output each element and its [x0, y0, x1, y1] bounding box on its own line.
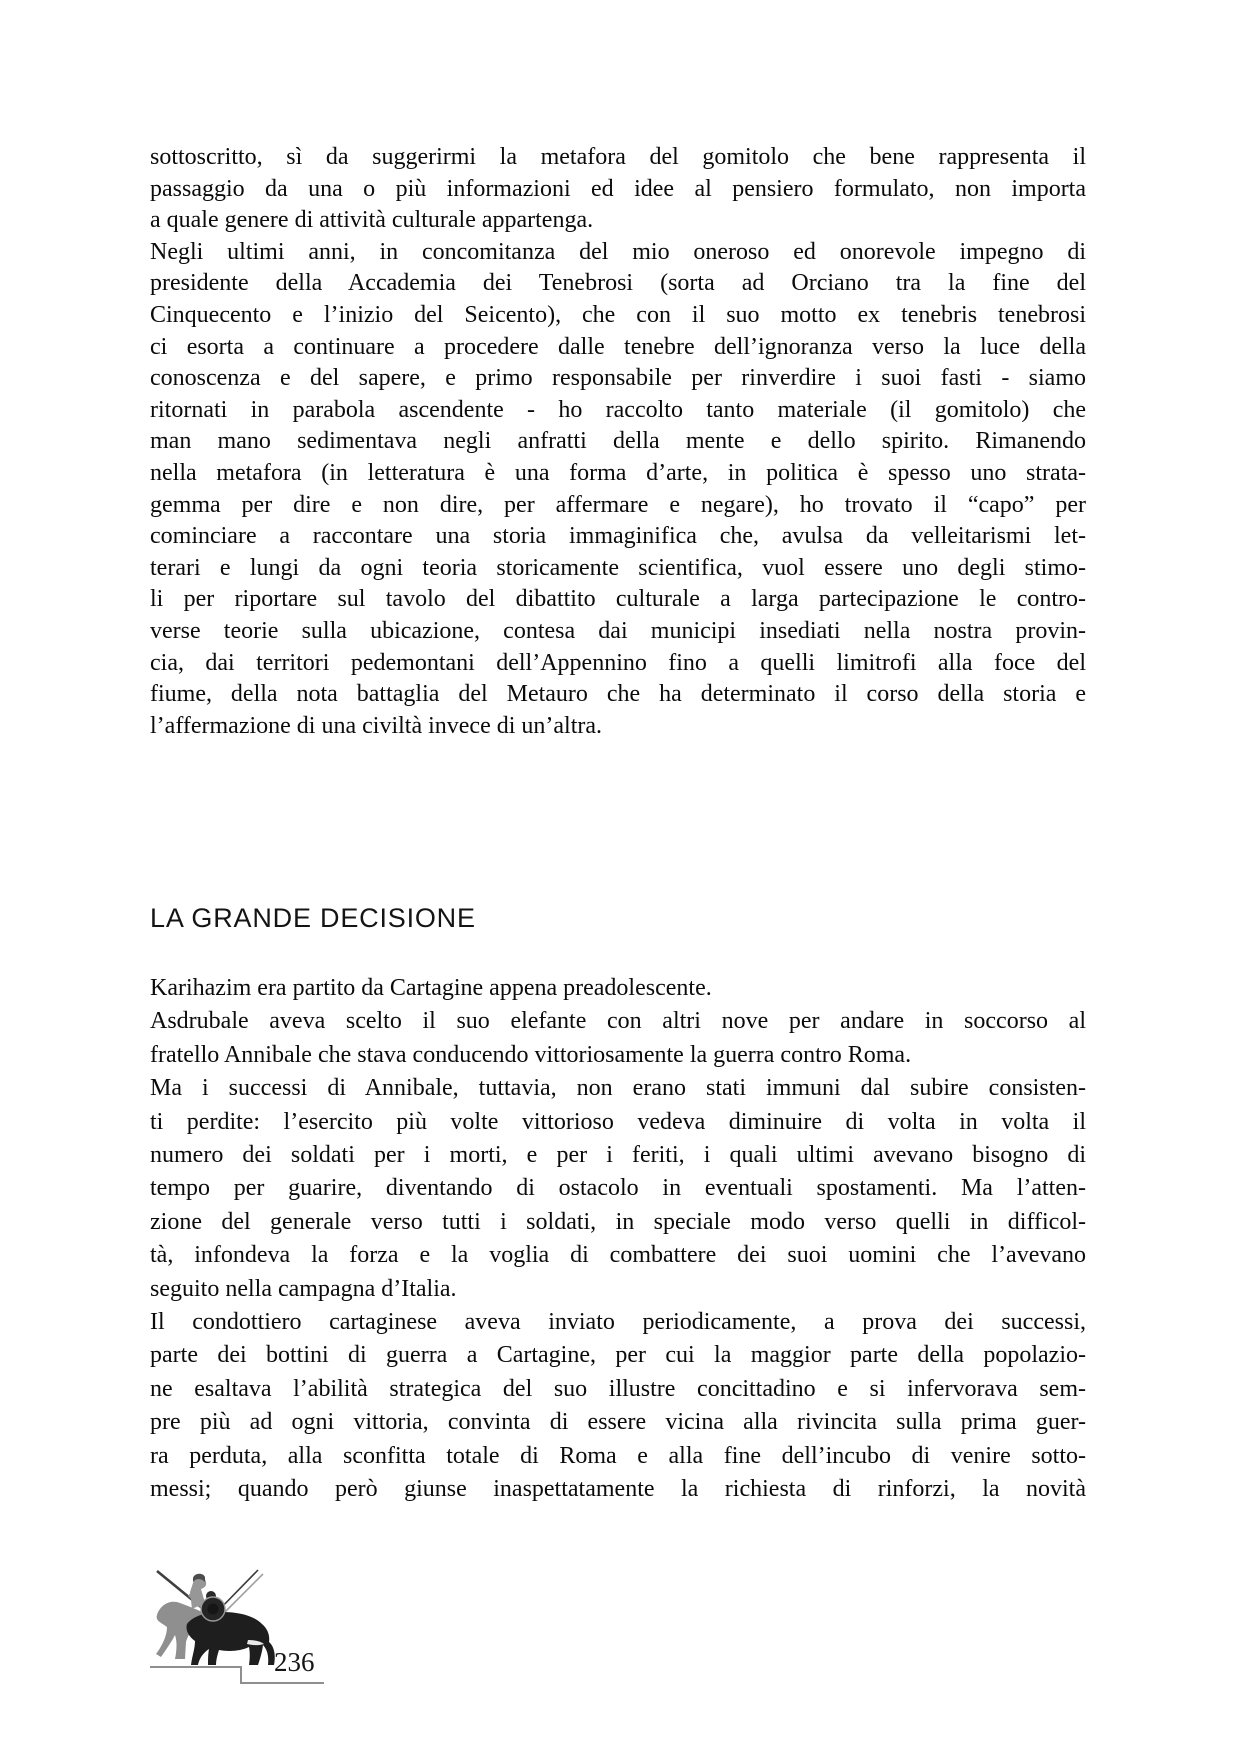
javelin-icon [222, 1574, 263, 1615]
text-line: passaggio da una o più informazioni ed idee al pensiero formulato, non importa [150, 175, 1086, 202]
text-line: verse teorie sulla ubicazione, contesa dai municipi insediati nella nostra provin- [150, 617, 1086, 644]
text-line: Negli ultimi anni, in concomitanza del mio oneroso ed onorevole impegno di [150, 238, 1086, 265]
text-line: Asdrubale aveva scelto il suo elefante con altri nove per andare in soccorso al [150, 1008, 1086, 1035]
body-text-bottom [150, 972, 1086, 1507]
paragraph [150, 1005, 1086, 1072]
text-line: ci esorta a continuare a procedere dalle tenebre dell’ignoranza verso la luce della [150, 333, 1086, 360]
text-line: gemma per dire e non dire, per affermare e negare), ho trovato il “capo” per [150, 491, 1086, 518]
text-line: ritornati in parabola ascendente - ho raccolto tanto materiale (il gomitolo) che [150, 396, 1086, 423]
text-line: ra perduta, alla sconfitta totale di Roma e alla fine dell’incubo di venire sotto- [150, 1442, 1086, 1469]
horse-front-leg [180, 1625, 187, 1659]
text-line: l’affermazione di una civiltà invece di un’altra. [150, 712, 603, 739]
text-line: tempo per guarire, diventando di ostacolo in eventuali spostamenti. Ma l’atten- [150, 1175, 1086, 1202]
text-line: Cinquecento e l’inizio del Seicento), che con il suo motto ex tenebris tenebrosi [150, 301, 1086, 328]
text-line: ne esaltava l’abilità strategica del suo illustre concittadino e si infervorava sem- [150, 1375, 1086, 1402]
footer-rule-lower [240, 1682, 324, 1684]
paragraph [150, 142, 1086, 237]
paragraph [150, 237, 1086, 743]
text-line: seguito nella campagna d’Italia. [150, 1275, 457, 1302]
paragraph [150, 972, 1086, 1005]
text-line: nella metafora (in letteratura è una forma d’arte, in politica è spesso uno strata- [150, 459, 1086, 486]
text-line: zione del generale verso tutti i soldati, in speciale modo verso quelli in difficol- [150, 1208, 1086, 1235]
elephant-silhouette [186, 1612, 274, 1665]
shield-boss-icon [208, 1604, 219, 1615]
footer-rule-upper [150, 1666, 241, 1668]
body-text-top [150, 142, 1086, 742]
text-line: sottoscritto, sì da suggerirmi la metafora del gomitolo che bene rappresenta il [150, 144, 1086, 170]
text-line: cia, dai territori pedemontani dell’Appennino fino a quelli limitrofi alla foce del [150, 649, 1086, 676]
text-line: man mano sedimentava negli anfratti della mente e dello spirito. Rimanendo [150, 428, 1086, 455]
text-line: numero dei soldati per i morti, e per i feriti, i quali ultimi avevano bisogno di [150, 1142, 1086, 1169]
text-line: terari e lungi da ogni teoria storicamente scientifica, vuol essere uno degli stimo- [150, 554, 1086, 581]
text-line: pre più ad ogni vittoria, convinta di essere vicina alla rivincita sulla prima guer- [150, 1409, 1086, 1436]
text-line: Karihazim era partito da Cartagine appena preadolescente. [150, 975, 712, 1001]
text-line: a quale genere di attività culturale appartenga. [150, 207, 594, 234]
text-line: parte dei bottini di guerra a Cartagine, per cui la maggior parte della popolazio- [150, 1342, 1086, 1369]
paragraph [150, 1306, 1086, 1506]
text-line: tà, infondeva la forza e la voglia di combattere dei suoi uomini che l’avevano [150, 1242, 1086, 1269]
page-number: 236 [274, 1647, 315, 1677]
text-line: presidente della Accademia dei Tenebrosi (sorta ad Orciano tra la fine del [150, 270, 1086, 297]
text-line: Ma i successi di Annibale, tuttavia, non erano stati immuni dal subire consisten- [150, 1075, 1086, 1102]
text-line: ti perdite: l’esercito più volte vittorioso vedeva diminuire di volta in volta il [150, 1108, 1086, 1135]
text-line: cominciare a raccontare una storia immaginifica che, avulsa da velleitarismi let- [150, 523, 1086, 550]
text-line: li per riportare sul tavolo del dibattito culturale a larga partecipazione le contro- [150, 586, 1086, 613]
text-line: fratello Annibale che stava conducendo vittoriosamente la guerra contro Roma. [150, 1041, 912, 1068]
paragraph [150, 1072, 1086, 1306]
section-heading: LA GRANDE DECISIONE [150, 903, 476, 933]
text-line: conoscenza e del sapere, e primo responsabile per rinverdire i suoi fasti - siamo [150, 365, 1086, 392]
text-line: messi; quando però giunse inaspettatamente la richiesta di rinforzi, la novità [150, 1476, 1086, 1503]
text-line: fiume, della nota battaglia del Metauro che ha determinato il corso della storia e [150, 681, 1086, 708]
text-line: Il condottiero cartaginese aveva inviato periodicamente, a prova dei successi, [150, 1309, 1086, 1336]
footer-rule-step [240, 1666, 242, 1683]
